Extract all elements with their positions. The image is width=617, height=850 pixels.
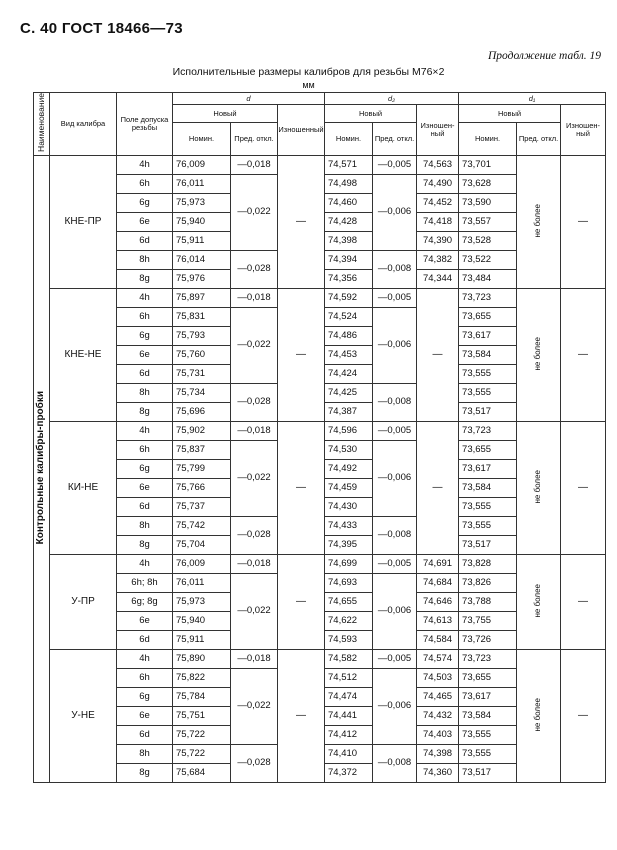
no-more-label: не более xyxy=(533,469,543,504)
d2-worn: 74,584 xyxy=(417,630,459,649)
d-limit-dev: —0,022 xyxy=(231,440,278,516)
tolerance-field: 6e xyxy=(117,478,173,497)
d1-worn-header: Изношенный xyxy=(561,105,606,156)
d-nominal-header: Номин. xyxy=(173,122,231,155)
d2-worn: 74,403 xyxy=(417,725,459,744)
d2-limit-dev: —0,005 xyxy=(373,155,417,174)
group-label-text: Контрольные калибры-пробки xyxy=(35,390,47,545)
d1-worn: — xyxy=(561,554,606,649)
d1-nominal: 73,723 xyxy=(459,649,517,668)
tolerance-field: 6g xyxy=(117,459,173,478)
calibr-name: У-ПР xyxy=(50,554,117,649)
d2-new-header: Новый xyxy=(325,105,417,123)
d2-nominal: 74,460 xyxy=(325,193,373,212)
tolerance-field: 6d xyxy=(117,630,173,649)
d-nominal: 75,704 xyxy=(173,535,231,554)
d1-nominal: 73,555 xyxy=(459,516,517,535)
d-worn: — xyxy=(278,554,325,649)
d1-nominal: 73,826 xyxy=(459,573,517,592)
d-worn: — xyxy=(278,288,325,421)
d1-limit-dev xyxy=(517,649,561,782)
d-nominal: 75,799 xyxy=(173,459,231,478)
d2-limit-dev: —0,005 xyxy=(373,554,417,573)
d1-worn: — xyxy=(561,649,606,782)
d-nominal: 75,890 xyxy=(173,649,231,668)
d2-limit-dev: —0,008 xyxy=(373,516,417,554)
d-limit-dev: —0,022 xyxy=(231,668,278,744)
d2-nominal: 74,512 xyxy=(325,668,373,687)
d2-nominal: 74,410 xyxy=(325,744,373,763)
d1-nominal: 73,701 xyxy=(459,155,517,174)
tolerance-field: 4h xyxy=(117,554,173,573)
d1-nominal: 73,528 xyxy=(459,231,517,250)
d2-limit-dev: —0,006 xyxy=(373,573,417,649)
d-limit-dev: —0,018 xyxy=(231,288,278,307)
calibr-name: КИ-НЕ xyxy=(50,421,117,554)
d-nominal: 76,011 xyxy=(173,174,231,193)
d2-limit-header: Пред. откл. xyxy=(373,122,417,155)
col-calibr-type-header: Вид калибра xyxy=(50,93,117,156)
d2-nominal: 74,372 xyxy=(325,763,373,782)
d2-nominal: 74,622 xyxy=(325,611,373,630)
tolerance-field: 6h xyxy=(117,174,173,193)
group-label xyxy=(34,155,50,782)
d-nominal: 75,940 xyxy=(173,611,231,630)
table-row xyxy=(34,421,606,440)
tolerance-field: 6e xyxy=(117,212,173,231)
d2-nominal: 74,474 xyxy=(325,687,373,706)
d-limit-dev: —0,028 xyxy=(231,516,278,554)
d2-limit-dev: —0,006 xyxy=(373,174,417,250)
d2-worn-header: Изношенный xyxy=(417,105,459,156)
d2-nominal: 74,655 xyxy=(325,592,373,611)
d1-nominal: 73,584 xyxy=(459,478,517,497)
d2-nominal-header: Номин. xyxy=(325,122,373,155)
tolerance-field: 6g xyxy=(117,326,173,345)
d1-nominal: 73,617 xyxy=(459,326,517,345)
d2-worn: 74,684 xyxy=(417,573,459,592)
d2-worn: 74,691 xyxy=(417,554,459,573)
d2-nominal: 74,398 xyxy=(325,231,373,250)
d1-nominal: 73,617 xyxy=(459,687,517,706)
d-nominal: 75,751 xyxy=(173,706,231,725)
d1-nominal: 73,584 xyxy=(459,706,517,725)
d2-worn: 74,503 xyxy=(417,668,459,687)
d2-worn: — xyxy=(417,288,459,421)
d-nominal: 75,742 xyxy=(173,516,231,535)
d1-nominal: 73,723 xyxy=(459,421,517,440)
d-nominal: 75,760 xyxy=(173,345,231,364)
d-nominal: 75,784 xyxy=(173,687,231,706)
d-limit-dev: —0,018 xyxy=(231,421,278,440)
d-nominal: 76,009 xyxy=(173,554,231,573)
d2-limit-dev: —0,005 xyxy=(373,421,417,440)
tolerance-field: 8g xyxy=(117,269,173,288)
d2-worn: 74,613 xyxy=(417,611,459,630)
calibr-name: КНЕ-НЕ xyxy=(50,288,117,421)
d2-nominal: 74,593 xyxy=(325,630,373,649)
d1-nominal: 73,484 xyxy=(459,269,517,288)
d1-new-header: Новый xyxy=(459,105,561,123)
d2-worn: 74,418 xyxy=(417,212,459,231)
tolerance-field: 4h xyxy=(117,421,173,440)
table-body xyxy=(34,155,606,782)
d1-nominal: 73,555 xyxy=(459,497,517,516)
d2-nominal: 74,430 xyxy=(325,497,373,516)
d2-nominal: 74,412 xyxy=(325,725,373,744)
d2-limit-dev: —0,008 xyxy=(373,383,417,421)
table-header xyxy=(34,93,606,156)
d2-nominal: 74,356 xyxy=(325,269,373,288)
d2-worn: 74,490 xyxy=(417,174,459,193)
d1-nominal: 73,557 xyxy=(459,212,517,231)
d1-nominal: 73,517 xyxy=(459,535,517,554)
d-nominal: 76,011 xyxy=(173,573,231,592)
d1-nominal: 73,628 xyxy=(459,174,517,193)
d1-nominal: 73,522 xyxy=(459,250,517,269)
d1-nominal: 73,655 xyxy=(459,307,517,326)
d-nominal: 75,973 xyxy=(173,592,231,611)
d-nominal: 75,911 xyxy=(173,630,231,649)
d1-nominal: 73,555 xyxy=(459,725,517,744)
d2-nominal: 74,387 xyxy=(325,402,373,421)
d2-nominal: 74,693 xyxy=(325,573,373,592)
d-limit-dev: —0,028 xyxy=(231,744,278,782)
continuation-note: Продолжение табл. 19 xyxy=(488,50,601,62)
d-limit-dev: —0,028 xyxy=(231,383,278,421)
tolerance-field: 8h xyxy=(117,516,173,535)
d-limit-dev: —0,022 xyxy=(231,573,278,649)
d1-nominal: 73,555 xyxy=(459,383,517,402)
d1-limit-dev xyxy=(517,421,561,554)
d-nominal: 75,722 xyxy=(173,744,231,763)
tolerance-field: 6d xyxy=(117,364,173,383)
table-row xyxy=(34,288,606,307)
d-limit-dev: —0,028 xyxy=(231,250,278,288)
d-worn: — xyxy=(278,421,325,554)
d1-nominal: 73,584 xyxy=(459,345,517,364)
calibr-name: КНЕ-ПР xyxy=(50,155,117,288)
d1-worn: — xyxy=(561,288,606,421)
d2-limit-dev: —0,005 xyxy=(373,649,417,668)
page-header: С. 40 ГОСТ 18466—73 xyxy=(20,20,183,37)
tolerance-field: 6h xyxy=(117,307,173,326)
d1-limit-header: Пред. откл. xyxy=(517,122,561,155)
d2-nominal: 74,433 xyxy=(325,516,373,535)
d-nominal: 75,737 xyxy=(173,497,231,516)
d2-nominal: 74,395 xyxy=(325,535,373,554)
d2-worn: 74,646 xyxy=(417,592,459,611)
tolerance-field: 8h xyxy=(117,744,173,763)
d-nominal: 75,722 xyxy=(173,725,231,744)
d-nominal: 75,976 xyxy=(173,269,231,288)
d-nominal: 75,696 xyxy=(173,402,231,421)
tolerance-field: 6g xyxy=(117,687,173,706)
tolerance-field: 6e xyxy=(117,345,173,364)
d1-limit-dev xyxy=(517,288,561,421)
d-nominal: 75,837 xyxy=(173,440,231,459)
tolerance-field: 8g xyxy=(117,763,173,782)
table-unit: мм xyxy=(302,80,315,90)
d-nominal: 75,940 xyxy=(173,212,231,231)
d-nominal: 75,766 xyxy=(173,478,231,497)
d-worn: — xyxy=(278,155,325,288)
d2-nominal: 74,524 xyxy=(325,307,373,326)
d1-nominal: 73,655 xyxy=(459,440,517,459)
gauge-table xyxy=(33,92,606,783)
d2-nominal: 74,453 xyxy=(325,345,373,364)
d2-nominal: 74,592 xyxy=(325,288,373,307)
d2-limit-dev: —0,006 xyxy=(373,668,417,744)
table-row xyxy=(34,155,606,174)
d2-nominal: 74,582 xyxy=(325,649,373,668)
d-nominal: 75,684 xyxy=(173,763,231,782)
col-tolerance-header: Поле допуска резьбы xyxy=(117,93,173,156)
table-title: Исполнительные размеры калибров для резьбы М76×2 xyxy=(172,66,445,78)
no-more-label: не более xyxy=(533,336,543,371)
d2-limit-dev: —0,008 xyxy=(373,744,417,782)
d-worn: — xyxy=(278,649,325,782)
d-limit-dev: —0,018 xyxy=(231,155,278,174)
d2-worn: — xyxy=(417,421,459,554)
tolerance-field: 6e xyxy=(117,611,173,630)
d-limit-header: Пред. откл. xyxy=(231,122,278,155)
d1-nominal: 73,755 xyxy=(459,611,517,630)
d1-nominal: 73,555 xyxy=(459,744,517,763)
no-more-label: не более xyxy=(533,583,543,618)
d-nominal: 76,014 xyxy=(173,250,231,269)
table-row xyxy=(34,554,606,573)
d2-nominal: 74,596 xyxy=(325,421,373,440)
d2-nominal: 74,571 xyxy=(325,155,373,174)
d-new-header: Новый xyxy=(173,105,278,123)
tolerance-field: 8h xyxy=(117,250,173,269)
d1-nominal: 73,617 xyxy=(459,459,517,478)
d1-worn: — xyxy=(561,421,606,554)
tolerance-field: 6e xyxy=(117,706,173,725)
d-limit-dev: —0,018 xyxy=(231,649,278,668)
no-more-label: не более xyxy=(533,697,543,732)
tolerance-field: 6d xyxy=(117,231,173,250)
d2-worn: 74,465 xyxy=(417,687,459,706)
table-row xyxy=(34,649,606,668)
d1-limit-dev xyxy=(517,155,561,288)
d2-nominal: 74,428 xyxy=(325,212,373,231)
d2-limit-dev: —0,006 xyxy=(373,440,417,516)
col-d2-header: d₂ xyxy=(325,93,459,105)
tolerance-field: 6h; 8h xyxy=(117,573,173,592)
tolerance-field: 4h xyxy=(117,649,173,668)
d2-nominal: 74,530 xyxy=(325,440,373,459)
d2-worn: 74,344 xyxy=(417,269,459,288)
tolerance-field: 8g xyxy=(117,535,173,554)
d-nominal: 75,911 xyxy=(173,231,231,250)
tolerance-field: 6g xyxy=(117,193,173,212)
d-nominal: 75,731 xyxy=(173,364,231,383)
tolerance-field: 4h xyxy=(117,288,173,307)
d2-nominal: 74,459 xyxy=(325,478,373,497)
tolerance-field: 6d xyxy=(117,497,173,516)
d2-worn: 74,382 xyxy=(417,250,459,269)
d2-nominal: 74,394 xyxy=(325,250,373,269)
d-limit-dev: —0,018 xyxy=(231,554,278,573)
d-nominal: 75,793 xyxy=(173,326,231,345)
calibr-name: У-НЕ xyxy=(50,649,117,782)
d2-worn: 74,452 xyxy=(417,193,459,212)
d1-nominal: 73,555 xyxy=(459,364,517,383)
d-nominal: 75,831 xyxy=(173,307,231,326)
tolerance-field: 6d xyxy=(117,725,173,744)
d2-worn: 74,390 xyxy=(417,231,459,250)
d-nominal: 76,009 xyxy=(173,155,231,174)
d1-nominal: 73,517 xyxy=(459,763,517,782)
tolerance-field: 8h xyxy=(117,383,173,402)
d-limit-dev: —0,022 xyxy=(231,174,278,250)
d2-nominal: 74,441 xyxy=(325,706,373,725)
d2-worn: 74,432 xyxy=(417,706,459,725)
d2-nominal: 74,492 xyxy=(325,459,373,478)
d-nominal: 75,897 xyxy=(173,288,231,307)
d-worn-header: Изношенный xyxy=(278,105,325,156)
tolerance-field: 6h xyxy=(117,668,173,687)
d2-nominal: 74,486 xyxy=(325,326,373,345)
d2-nominal: 74,425 xyxy=(325,383,373,402)
d2-limit-dev: —0,006 xyxy=(373,307,417,383)
col-d1-header: d₁ xyxy=(459,93,606,105)
tolerance-field: 6g; 8g xyxy=(117,592,173,611)
d2-nominal: 74,699 xyxy=(325,554,373,573)
d2-worn: 74,398 xyxy=(417,744,459,763)
d-nominal: 75,734 xyxy=(173,383,231,402)
d1-nominal: 73,517 xyxy=(459,402,517,421)
d2-nominal: 74,498 xyxy=(325,174,373,193)
d2-nominal: 74,424 xyxy=(325,364,373,383)
no-more-label: не более xyxy=(533,203,543,238)
d1-nominal: 73,723 xyxy=(459,288,517,307)
tolerance-field: 6h xyxy=(117,440,173,459)
d1-worn: — xyxy=(561,155,606,288)
col-name-header: Наименование xyxy=(34,93,50,156)
d2-limit-dev: —0,005 xyxy=(373,288,417,307)
d1-nominal: 73,788 xyxy=(459,592,517,611)
col-d-header: d xyxy=(173,93,325,105)
d-nominal: 75,822 xyxy=(173,668,231,687)
d2-worn: 74,360 xyxy=(417,763,459,782)
tolerance-field: 4h xyxy=(117,155,173,174)
d2-worn: 74,563 xyxy=(417,155,459,174)
d2-limit-dev: —0,008 xyxy=(373,250,417,288)
d1-nominal: 73,726 xyxy=(459,630,517,649)
d-limit-dev: —0,022 xyxy=(231,307,278,383)
d1-nominal-header: Номин. xyxy=(459,122,517,155)
d1-nominal: 73,655 xyxy=(459,668,517,687)
d2-worn: 74,574 xyxy=(417,649,459,668)
d-nominal: 75,902 xyxy=(173,421,231,440)
d1-nominal: 73,828 xyxy=(459,554,517,573)
d-nominal: 75,973 xyxy=(173,193,231,212)
d1-nominal: 73,590 xyxy=(459,193,517,212)
d1-limit-dev xyxy=(517,554,561,649)
tolerance-field: 8g xyxy=(117,402,173,421)
